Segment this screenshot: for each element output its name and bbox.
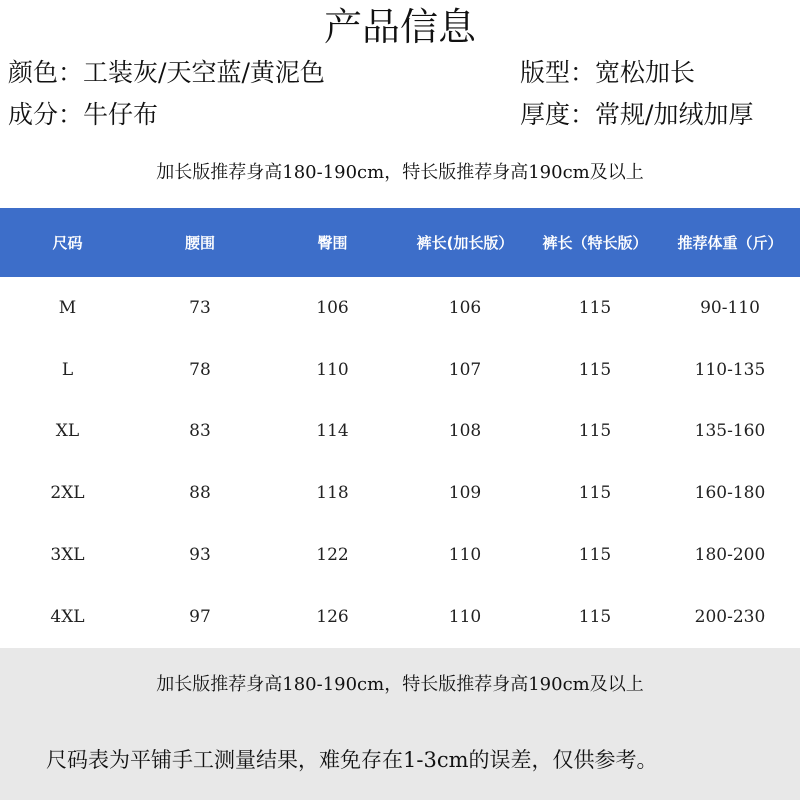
size-table (0, 208, 800, 648)
header-length-extra-long: 裤长（特长版） (530, 208, 660, 277)
cell-hip: 122 (316, 545, 349, 566)
table-row (0, 524, 800, 586)
spec-fit (520, 56, 695, 90)
cell-weight: 135-160 (694, 421, 766, 442)
spec-color-value: 工装灰/天空蓝/黄泥色 (83, 58, 325, 87)
cell-waist: 83 (189, 421, 211, 442)
cell-waist: 88 (189, 483, 211, 504)
cell-weight: 160-180 (694, 483, 766, 504)
cell-waist: 78 (189, 359, 211, 380)
cell-hip: 126 (316, 606, 349, 627)
cell-length-long: 107 (448, 359, 482, 380)
header-waist: 腰围 (135, 208, 265, 277)
cell-waist: 73 (189, 297, 211, 318)
cell-length-extra-long: 115 (578, 483, 612, 504)
spec-fit-value: 宽松加长 (595, 58, 696, 87)
cell-length-long: 106 (448, 297, 482, 318)
cell-hip: 114 (316, 421, 349, 442)
cell-length-long: 110 (448, 606, 482, 627)
header-size: 尺码 (0, 208, 135, 277)
footer-height-note: 加长版推荐身高180-190cm，特长版推荐身高190cm及以上 (156, 674, 644, 695)
table-row (0, 586, 800, 648)
cell-size: 3XL (50, 545, 85, 566)
spec-material (8, 98, 158, 132)
cell-length-extra-long: 115 (578, 545, 612, 566)
header-hip: 臀围 (265, 208, 400, 277)
cell-length-long: 109 (448, 483, 482, 504)
cell-hip: 106 (316, 297, 349, 318)
table-row (0, 277, 800, 339)
cell-length-extra-long: 115 (578, 297, 612, 318)
page-title: 产品信息 (323, 5, 476, 49)
cell-weight: 180-200 (694, 545, 766, 566)
table-row (0, 339, 800, 401)
footer-panel (0, 648, 800, 800)
spec-color-label: 颜色： (8, 58, 84, 87)
cell-size: L (61, 359, 74, 380)
cell-weight: 90-110 (700, 297, 760, 318)
cell-waist: 97 (189, 606, 211, 627)
header-length-long: 裤长(加长版） (400, 208, 530, 277)
height-recommendation-note: 加长版推荐身高180-190cm，特长版推荐身高190cm及以上 (156, 162, 644, 183)
table-row (0, 462, 800, 524)
spec-material-value: 牛仔布 (83, 100, 159, 129)
spec-thickness-label: 厚度： (520, 100, 596, 129)
cell-length-extra-long: 115 (578, 421, 612, 442)
spec-fit-label: 版型： (520, 58, 596, 87)
cell-size: XL (55, 421, 80, 442)
header-weight: 推荐体重（斤） (660, 208, 800, 277)
spec-thickness (520, 98, 753, 132)
cell-length-extra-long: 115 (578, 359, 612, 380)
spec-thickness-value: 常规/加绒加厚 (595, 100, 754, 129)
cell-size: 2XL (50, 483, 85, 504)
cell-hip: 110 (316, 359, 349, 380)
cell-size: M (58, 297, 77, 318)
cell-length-extra-long: 115 (578, 606, 612, 627)
size-table-header (0, 208, 800, 277)
spec-color (8, 56, 325, 90)
cell-weight: 200-230 (694, 606, 766, 627)
spec-material-label: 成分： (8, 100, 84, 129)
cell-waist: 93 (189, 545, 211, 566)
cell-length-long: 108 (448, 421, 482, 442)
cell-weight: 110-135 (694, 359, 766, 380)
measurement-disclaimer: 尺码表为平铺手工测量结果，难免存在1-3cm的误差，仅供参考。 (46, 748, 658, 772)
cell-length-long: 110 (448, 545, 482, 566)
cell-size: 4XL (50, 606, 85, 627)
cell-hip: 118 (316, 483, 349, 504)
table-row (0, 401, 800, 463)
